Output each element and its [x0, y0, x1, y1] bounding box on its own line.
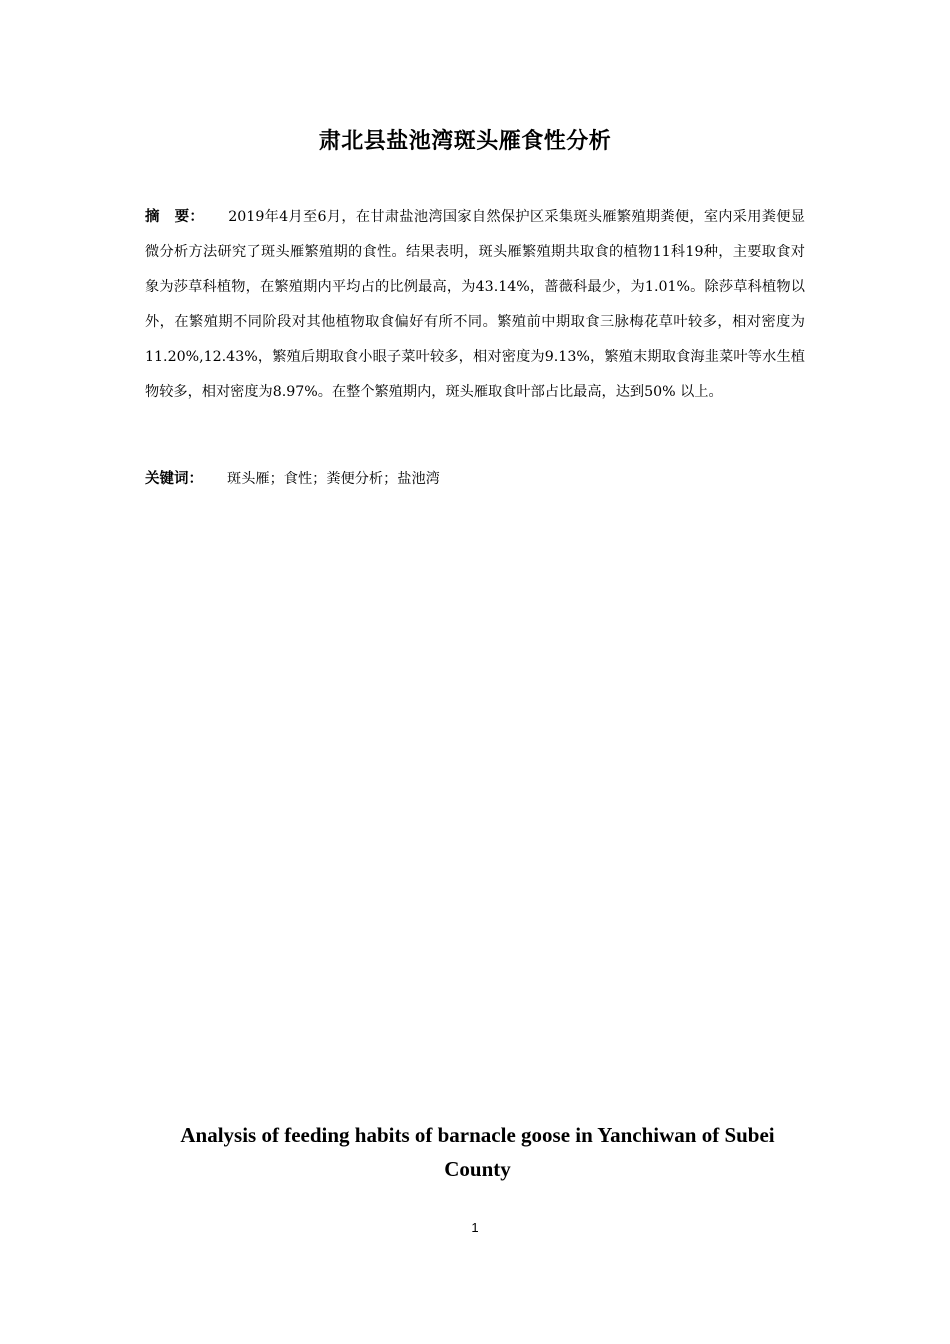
- keywords-label: 关键词：: [145, 471, 203, 487]
- keywords-text: 斑头雁；食性；粪便分析；盐池湾: [227, 471, 440, 487]
- abstract-text: 2019年4月至6月，在甘肃盐池湾国家自然保护区采集斑头雁繁殖期粪便，室内采用粪便显微分析方法研究了斑头雁繁殖期的食性。结果表明，斑头雁繁殖期共取食的植物11科19种，主要取食对象为莎草科植物，在繁殖期内平均占的比例最高，为43.14%，蔷薇科最少，为1.01%。除莎草科植物以外，在繁殖期不同阶段对其他植物取食偏好有所不同。繁殖前中期取食三脉梅花草叶较多，相对密度为11.20%,12.43%，繁殖后期取食小眼子菜叶较多，相对密度为9.13%，繁殖末期取食海韭菜叶等水生植物较多，相对密度为8.97%。在整个繁殖期内，斑头雁取食叶部占比最高，达到50% 以上。: [145, 209, 805, 400]
- page-number: 1: [471, 1220, 479, 1235]
- keywords-line: [145, 462, 805, 497]
- english-title: Analysis of feeding habits of barnacle goose in Yanchiwan of Subei County: [180, 1123, 775, 1181]
- abstract-label: 摘 要：: [145, 209, 205, 225]
- abstract-paragraph: [145, 200, 805, 410]
- chinese-title: 肃北县盐池湾斑头雁食性分析: [318, 129, 612, 154]
